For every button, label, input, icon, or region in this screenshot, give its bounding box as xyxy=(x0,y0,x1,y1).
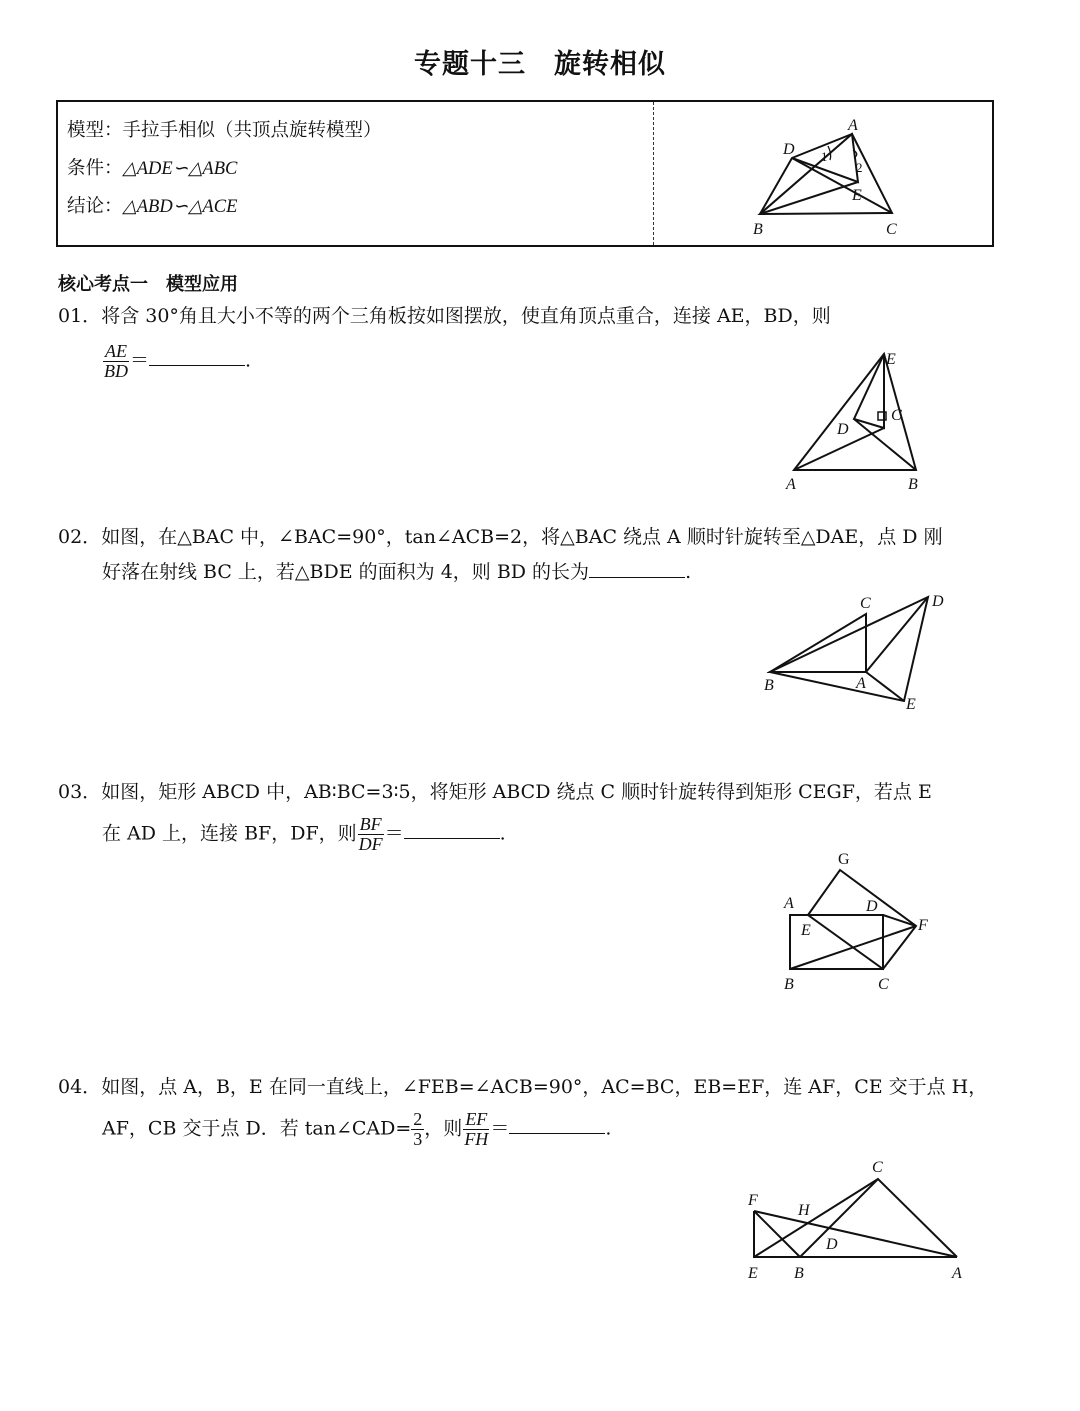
q3-label-a: A xyxy=(784,895,794,912)
q4-equals: ＝ xyxy=(490,1117,510,1140)
q3-frac-den: DF xyxy=(358,833,383,854)
q4-frac-den: FH xyxy=(464,1128,489,1149)
q1-answer-blank[interactable] xyxy=(149,365,245,366)
q1-frac-num: AE xyxy=(105,341,127,361)
q4-frac-num: EF xyxy=(465,1109,488,1129)
q3-fraction xyxy=(357,815,385,854)
q1-figure xyxy=(780,350,940,500)
model-text: 手拉手相似（共顶点旋转模型） xyxy=(122,120,382,141)
q4-segment-fb xyxy=(754,1211,800,1257)
q4-triangle-bca xyxy=(800,1179,957,1257)
q2-label-b: B xyxy=(764,677,774,694)
q4-figure xyxy=(740,1155,980,1290)
q2-label-e: E xyxy=(906,696,916,713)
q2-label-a: A xyxy=(856,675,866,692)
q4-label-c: C xyxy=(872,1159,883,1176)
section-heading: 核心考点一 模型应用 xyxy=(58,274,238,295)
q4-line2 xyxy=(102,1110,611,1149)
q3-end: . xyxy=(499,822,506,845)
q3-label-f: F xyxy=(918,917,928,934)
q3-number: 03． xyxy=(58,781,102,803)
q1-label-b: B xyxy=(908,476,918,493)
label-angle1: 1 xyxy=(821,149,828,164)
q4-segment-af xyxy=(754,1211,957,1257)
q4-label-f: F xyxy=(748,1192,758,1209)
conclusion-line xyxy=(67,192,237,218)
q1-text: 将含 30°角且大小不等的两个三角板按如图摆放，使直角顶点重合，连接 AE，BD，则 xyxy=(101,305,831,327)
q3-label-d: D xyxy=(866,898,878,915)
label-d: D xyxy=(783,141,795,158)
model-label: 模型： xyxy=(67,120,123,141)
condition-text: △ADE∽△ABC xyxy=(122,159,238,179)
q4-label-a: A xyxy=(952,1265,962,1282)
q4-segment-ec xyxy=(754,1179,878,1257)
q4-tan-num: 2 xyxy=(413,1109,423,1129)
q4-text-line2: AF，CB 交于点 D．若 tan∠CAD= xyxy=(102,1117,412,1140)
q3-rectangle-cegf xyxy=(808,870,916,969)
label-e: E xyxy=(852,187,862,204)
model-line xyxy=(67,116,382,142)
condition-line xyxy=(67,154,237,180)
q2-label-c: C xyxy=(860,595,871,612)
q4-answer-blank[interactable] xyxy=(509,1133,605,1134)
label-a: A xyxy=(848,117,858,134)
q3-line1 xyxy=(58,777,932,804)
q3-label-c: C xyxy=(878,976,889,993)
q1-label-e: E xyxy=(886,351,896,368)
q2-line1 xyxy=(58,522,943,549)
q1-label-d: D xyxy=(837,421,849,438)
q3-text-line2: 在 AD 上，连接 BF，DF，则 xyxy=(102,822,357,845)
q2-text-line1: 如图，在△BAC 中，∠BAC=90°，tan∠ACB=2，将△BAC 绕点 A 顺时针旋转至△DAE，点 D 刚 xyxy=(101,526,943,548)
q4-text-line1: 如图，点 A，B，E 在同一直线上，∠FEB=∠ACB=90°，AC=BC，EB=EF，连 AF，CE 交于点 H， xyxy=(101,1076,988,1098)
box-divider xyxy=(653,102,654,245)
q1-line2 xyxy=(102,342,251,381)
label-c: C xyxy=(886,221,897,238)
q2-answer-blank[interactable] xyxy=(589,577,685,578)
q3-label-g: G xyxy=(838,851,850,868)
q3-label-e: E xyxy=(801,922,811,939)
conclusion-label: 结论： xyxy=(67,196,123,217)
q2-triangle-bde xyxy=(770,597,928,701)
condition-label: 条件： xyxy=(67,158,123,179)
q4-label-e: E xyxy=(748,1265,758,1282)
q1-label-a: A xyxy=(786,476,796,493)
q4-tan-den: 3 xyxy=(413,1128,423,1149)
q4-number: 04． xyxy=(58,1076,102,1098)
q2-text-line2: 好落在射线 BC 上，若△BDE 的面积为 4，则 BD 的长为 xyxy=(102,561,590,583)
q4-label-h: H xyxy=(798,1202,810,1219)
q2-end: . xyxy=(685,561,692,583)
q3-figure xyxy=(780,850,940,1000)
q3-label-b: B xyxy=(784,976,794,993)
q2-figure xyxy=(760,590,960,715)
q1-label-c: C xyxy=(891,407,902,424)
q1-small-triangle xyxy=(854,354,884,428)
q2-label-d: D xyxy=(932,593,944,610)
q2-triangle-bac xyxy=(770,614,866,672)
q1-number: 01． xyxy=(58,305,102,327)
q4-end: . xyxy=(605,1117,612,1140)
label-angle2: 2 xyxy=(856,160,863,175)
q1-frac-den: BD xyxy=(104,360,128,381)
q3-segment-df xyxy=(883,915,916,926)
q4-label-d: D xyxy=(826,1236,838,1253)
q4-line1 xyxy=(58,1072,987,1099)
q4-label-b: B xyxy=(794,1265,804,1282)
q3-answer-blank[interactable] xyxy=(404,838,500,839)
model-figure xyxy=(740,110,920,240)
q1-end: . xyxy=(245,349,252,372)
q1-line1 xyxy=(58,301,831,328)
q3-text-line1: 如图，矩形 ABCD 中，AB∶BC=3∶5，将矩形 ABCD 绕点 C 顺时针旋转得到矩形 CEGF，若点 E xyxy=(101,781,932,803)
q4-fraction xyxy=(462,1110,490,1149)
q3-frac-num: BF xyxy=(359,814,382,834)
q2-number: 02． xyxy=(58,526,102,548)
q2-line2 xyxy=(102,557,691,584)
conclusion-text: △ABD∽△ACE xyxy=(122,197,238,217)
page-title: 专题十三 旋转相似 xyxy=(414,49,666,80)
q1-equals: ＝ xyxy=(130,349,150,372)
q3-line2 xyxy=(102,815,506,854)
q3-equals: ＝ xyxy=(384,822,404,845)
q1-fraction xyxy=(102,342,130,381)
q4-mid: ，则 xyxy=(424,1117,463,1140)
label-b: B xyxy=(753,221,763,238)
q4-tan-fraction xyxy=(411,1110,424,1149)
